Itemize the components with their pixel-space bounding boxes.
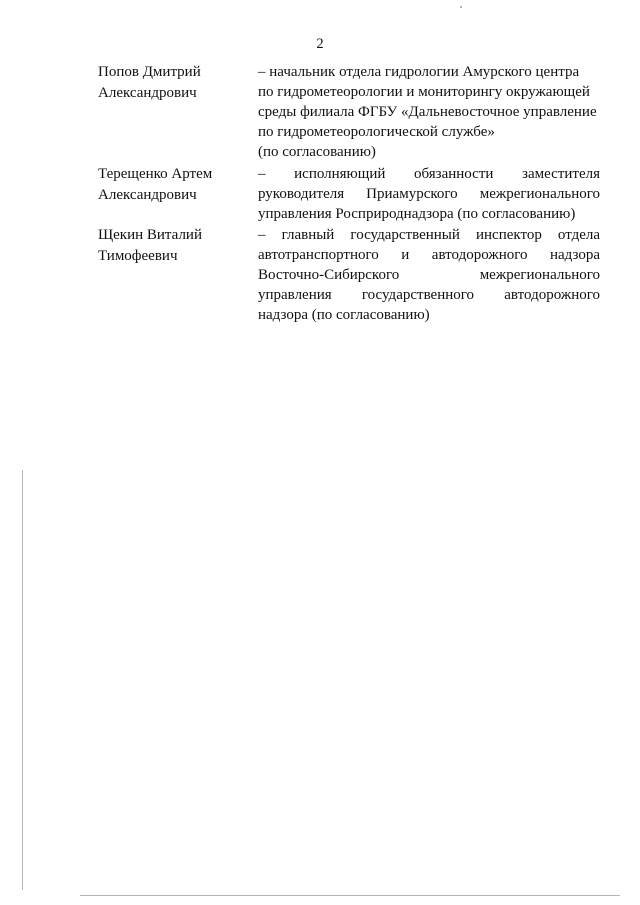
person-name: Терещенко Артем Александрович	[98, 166, 213, 203]
scan-edge-bottom	[80, 895, 620, 896]
person-name: Щекин Виталий Тимофеевич	[98, 227, 202, 264]
person-role: – начальник отдела гидрологии Амурского центра по гидрометеорологии и мониторингу окружающей среды филиала ФГБУ «Дальневосточное управление по гидрометеорологической службе» (по согласованию)	[258, 64, 597, 160]
person-name: Попов Дмитрий Александрович	[98, 64, 201, 101]
page-number: 2	[316, 36, 324, 52]
person-role: – главный государственный инспектор отдела автотранспортного и автодорожного надзора Восточно-Сибирского межрегионального управления государственного автодорожного надзора (по согласованию)	[258, 227, 600, 323]
scan-speck	[460, 6, 462, 8]
scan-edge-left	[22, 470, 23, 890]
person-role: – исполняющий обязанности заместителя руководителя Приамурского межрегионального управления Росприроднадзора (по согласованию)	[258, 166, 600, 222]
